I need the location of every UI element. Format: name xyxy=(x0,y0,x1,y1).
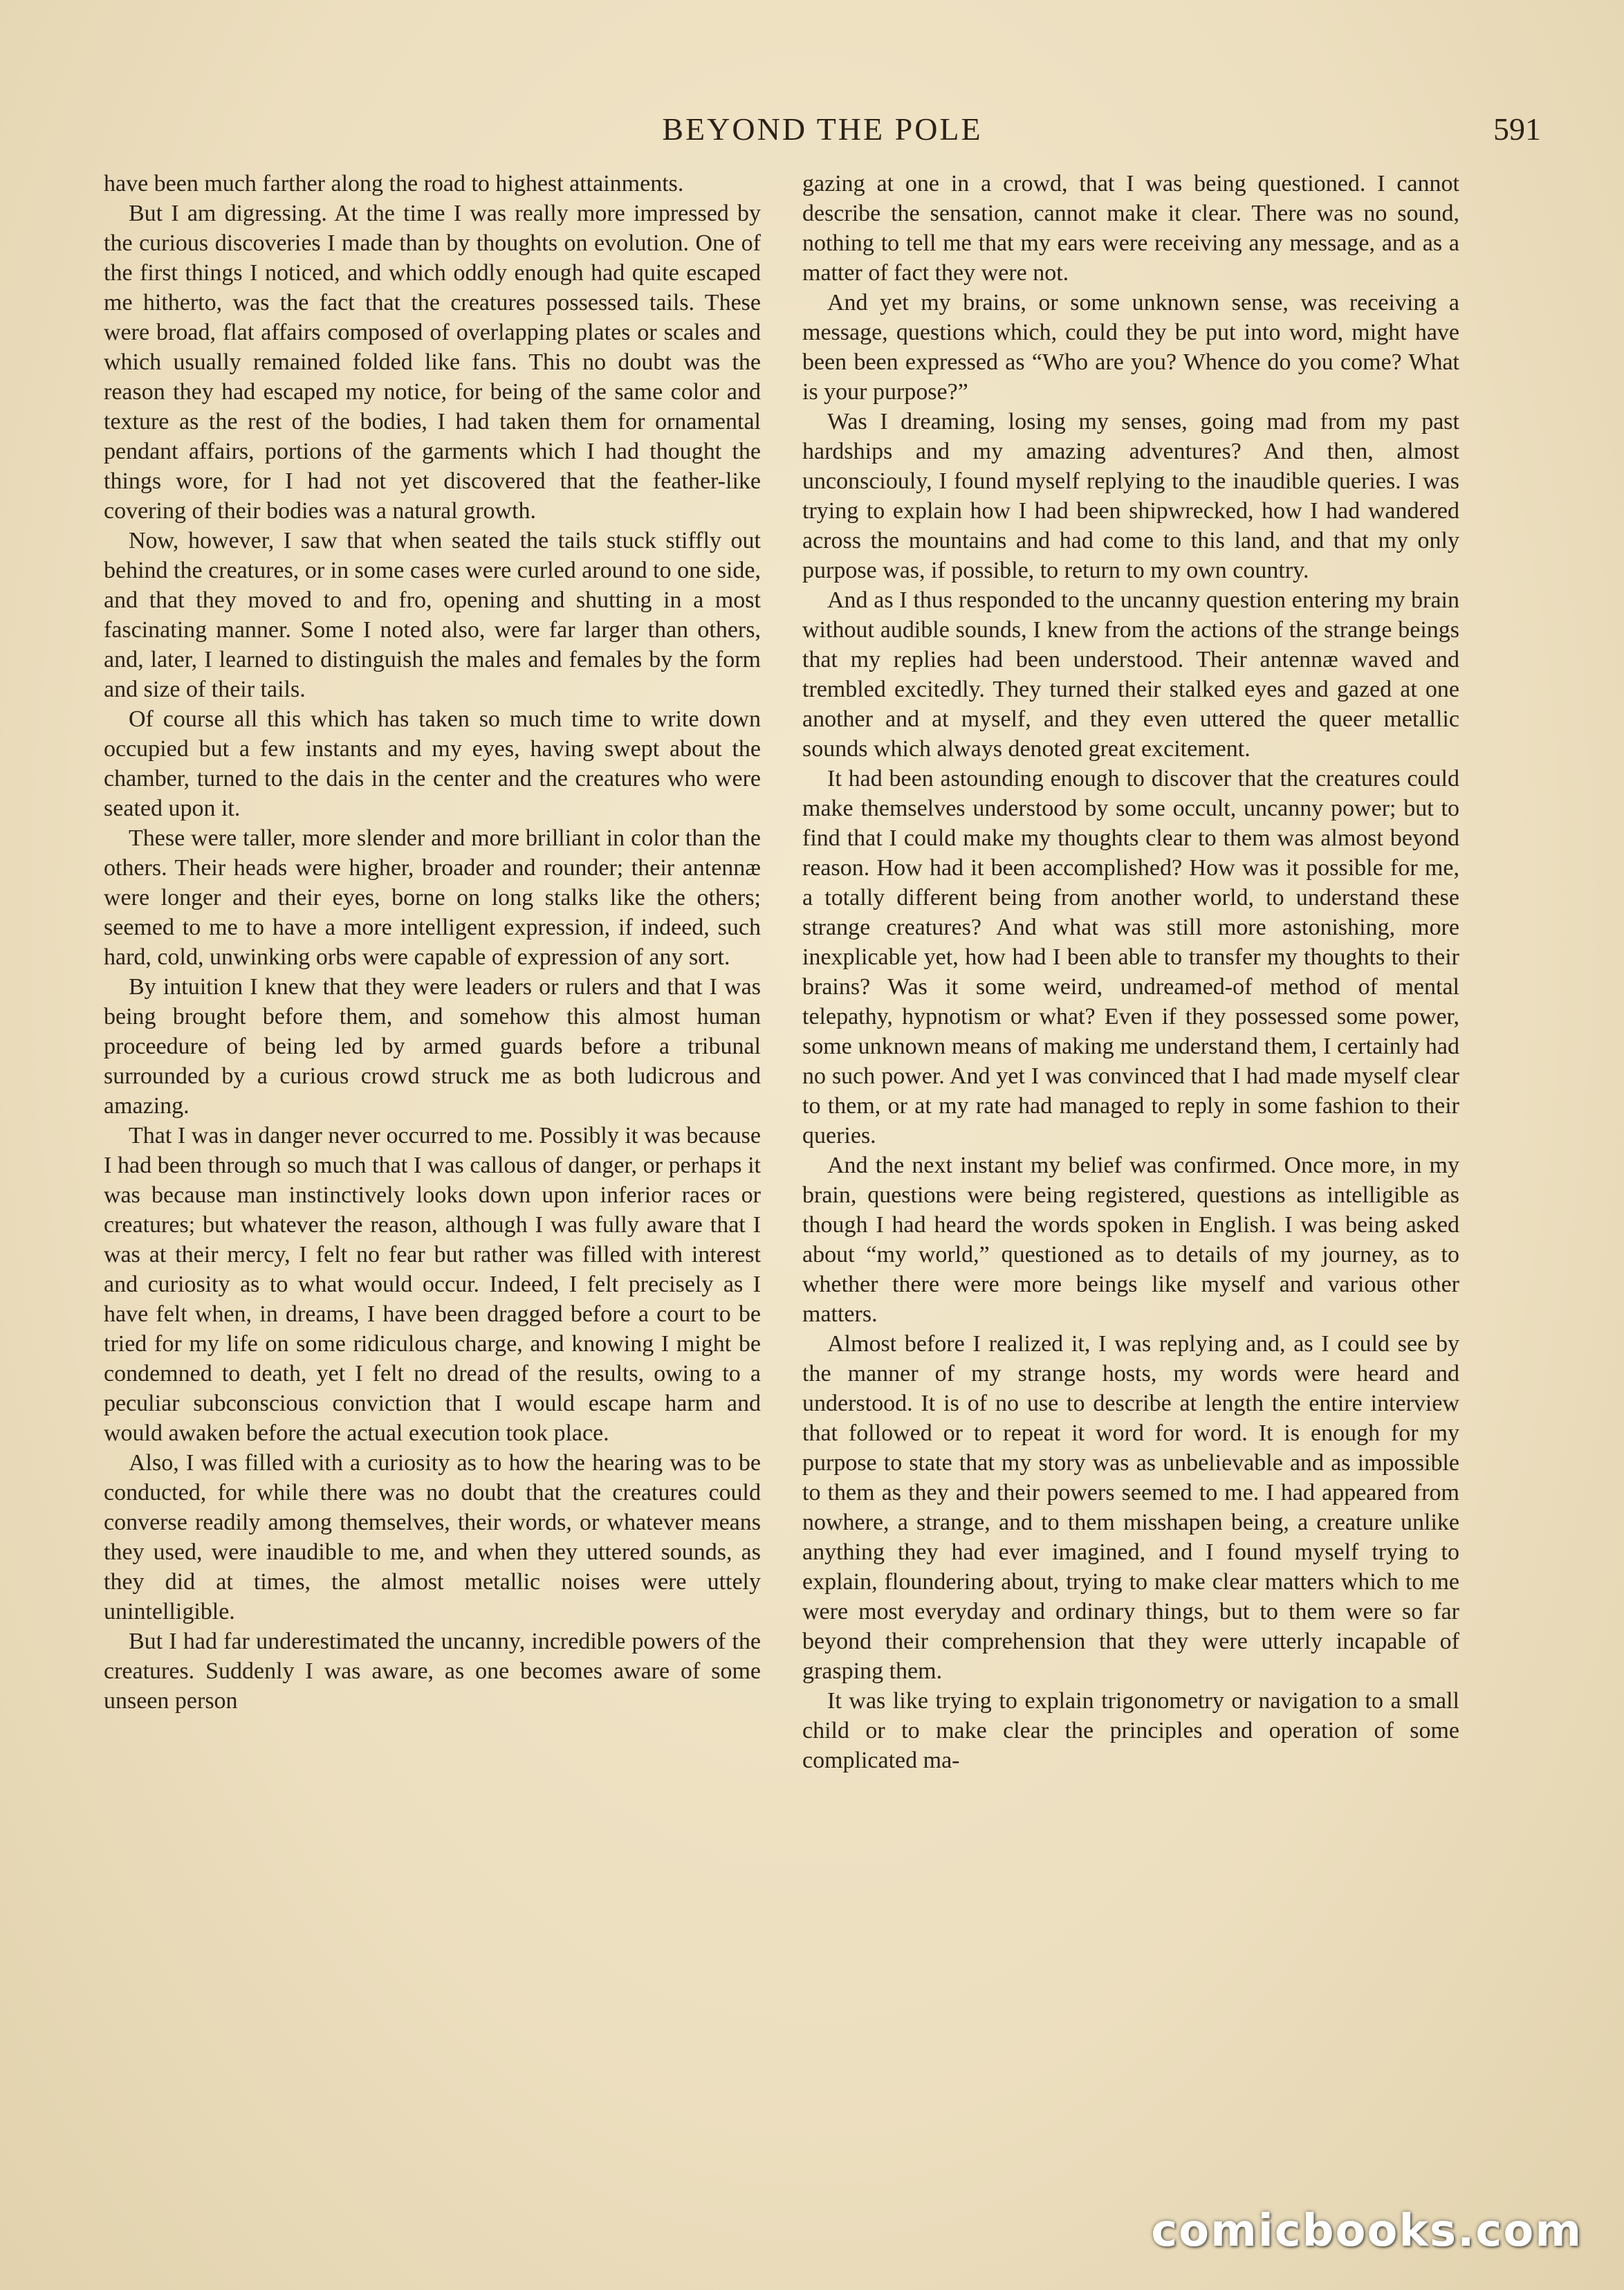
paragraph: These were taller, more slender and more brilliant in color than the others. Their heads were higher, broader and rounder; their antennæ were longer and their eyes, borne on long stalks like the others; seemed to me to have a more intelligent expression, if indeed, such hard, cold, unwinking orbs were capable of expression of any sort. xyxy=(104,825,761,970)
paragraph: have been much farther along the road to highest attainments. xyxy=(104,171,684,196)
paragraph: But I had far underestimated the uncanny, incredible powers of the creatures. Suddenly I was aware, as one becomes aware of some unseen person xyxy=(104,1629,761,1714)
left-column xyxy=(104,169,761,2203)
paragraph: Was I dreaming, losing my senses, going mad from my past hardships and my amazing adventures? And then, almost unconsciouly, I found myself replying to the inaudible queries. I was trying to explain how I had been shipwrecked, how I had wandered across the mountains and had come to this land, and that my only purpose was, if possible, to return to my own country. xyxy=(802,409,1459,583)
page-number: 591 xyxy=(1493,111,1541,147)
paragraph: But I am digressing. At the time I was really more impressed by the curious discoveries I made than by thoughts on evolution. One of the first things I noticed, and which oddly enough had quite escaped me hitherto, was the fact that the creatures possessed tails. These were broad, flat affairs composed of overlapping plates or scales and which usually remained folded like fans. This no doubt was the reason they had escaped my notice, for being of the same color and texture as the rest of the bodies, I had taken them for ornamental pendant affairs, portions of the garments which I had thought the things wore, for I had not yet discovered that the feather-like covering of their bodies was a natural growth. xyxy=(104,201,761,524)
watermark: comicbooks.com xyxy=(1151,2206,1583,2257)
paragraph: And the next instant my belief was confirmed. Once more, in my brain, questions were being registered, questions as intelligible as though I had heard the words spoken in English. I was being asked about “my world,” questioned as to details of my journey, as to whether there were more beings like myself and various other matters. xyxy=(802,1153,1459,1327)
paragraph: It had been astounding enough to discover that the creatures could make themselves understood by some occult, uncanny power; but to find that I could make my thoughts clear to them was almost beyond reason. How had it been accomplished? How was it possible for me, a totally different being from another world, to understand these strange creatures? And what was still more astonishing, more inexplicable yet, how had I been able to transfer my thoughts to their brains? Was it some weird, undreamed-of method of mental telepathy, hypnotism or what? Even if they possessed some power, some unknown means of making me understand them, I certainly had no such power. And yet I was convinced that I had made myself clear to them, or at my rate had managed to reply in some fashion to their queries. xyxy=(802,766,1459,1148)
text-columns xyxy=(104,169,1459,2203)
paragraph: And yet my brains, or some unknown sense, was receiving a message, questions which, could they be put into word, might have been been expressed as “Who are you? Whence do you come? What is your purpose?” xyxy=(802,290,1459,405)
paragraph: It was like trying to explain trigonometry or navigation to a small child or to make clear the principles and operation of some complicated ma- xyxy=(802,1688,1459,1773)
paragraph: And as I thus responded to the uncanny question entering my brain without audible sounds, I knew from the actions of the strange beings that my replies had been understood. Their antennæ waved and trembled excitedly. They turned their stalked eyes and gazed at one another and at myself, and they even uttered the queer metallic sounds which always denoted great excitement. xyxy=(802,587,1459,762)
running-title: BEYOND THE POLE xyxy=(662,111,983,147)
paragraph: Almost before I realized it, I was replying and, as I could see by the manner of my strange hosts, my words were heard and understood. It is of no use to describe at length the entire interview that followed or to repeat it word for word. It is enough for my purpose to state that my story was as unbelievable and as impossible to them as they and their powers seemed to me. I had appeared from nowhere, a strange, and to them misshapen being, a creature unlike anything they had ever imagined, and I found myself trying to explain, floundering about, trying to make clear matters which to me were most everyday and ordinary things, but to them were so far beyond their comprehension that they were utterly incapable of grasping them. xyxy=(802,1331,1459,1684)
paragraph: By intuition I knew that they were leaders or rulers and that I was being brought before them, and somehow this almost human proceedure of being led by armed guards before a tribunal surrounded by a curious crowd struck me as both ludicrous and amazing. xyxy=(104,974,761,1119)
paragraph: That I was in danger never occurred to me. Possibly it was because I had been through so much that I was callous of danger, or perhaps it was because man instinctively looks down upon inferior races or creatures; but whatever the reason, although I was fully aware that I was at their mercy, I felt no fear but rather was filled with interest and curiosity as to what would occur. Indeed, I felt precisely as I have felt when, in dreams, I have been dragged before a court to be tried for my life on some ridiculous charge, and knowing I might be condemned to death, yet I felt no dread of the results, owing to a peculiar subconscious conviction that I would escape harm and would awaken before the actual execution took place. xyxy=(104,1123,761,1446)
paragraph: gazing at one in a crowd, that I was being questioned. I cannot describe the sensation, cannot make it clear. There was no sound, nothing to tell me that my ears were receiving any message, and as a matter of fact they were not. xyxy=(802,171,1459,286)
paragraph: Also, I was filled with a curiosity as to how the hearing was to be conducted, for while there was no doubt that the creatures could converse readily among themselves, their words, or whatever means they used, were inaudible to me, and when they uttered sounds, as they did at times, the almost metallic noises were uttely unintelligible. xyxy=(104,1450,761,1624)
paragraph: Of course all this which has taken so much time to write down occupied but a few instants and my eyes, having swept about the chamber, turned to the dais in the center and the creatures who were seated upon it. xyxy=(104,706,761,821)
right-column xyxy=(802,169,1459,2203)
page-header xyxy=(104,111,1541,166)
paragraph: Now, however, I saw that when seated the tails stuck stiffly out behind the creatures, or in some cases were curled around to one side, and that they moved to and fro, opening and shutting in a most fascinating manner. Some I noted also, were far larger than others, and, later, I learned to distinguish the males and females by the form and size of their tails. xyxy=(104,528,761,702)
